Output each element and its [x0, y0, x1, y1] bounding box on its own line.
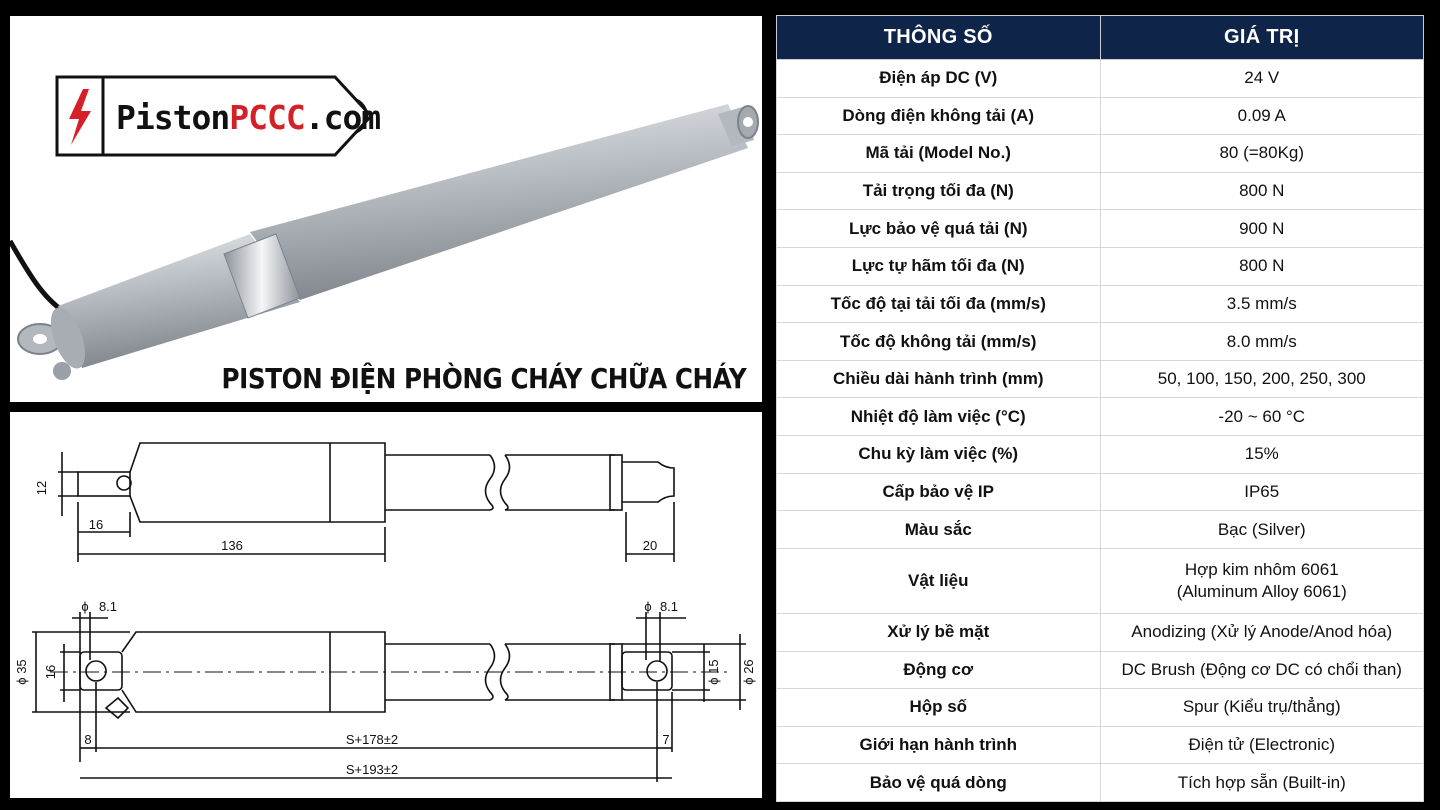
value-cell: 24 V — [1100, 60, 1424, 98]
dim-left-offset: 8 — [84, 732, 92, 747]
dim-body-dia: ϕ 35 — [14, 659, 29, 685]
param-cell: Vật liệu — [777, 548, 1101, 613]
table-row — [777, 360, 1424, 398]
dim-tube-dia: ϕ 26 — [741, 659, 756, 685]
value-cell: 8.0 mm/s — [1100, 323, 1424, 361]
table-row — [777, 764, 1424, 802]
param-cell: Cấp bảo vệ IP — [777, 473, 1101, 511]
dim-length-b: S+193±2 — [345, 762, 399, 777]
value-cell: 80 (=80Kg) — [1100, 135, 1424, 173]
actuator-photo — [10, 16, 762, 402]
dim-length-a: S+178±2 — [345, 732, 399, 747]
table-row — [777, 398, 1424, 436]
value-cell: 800 N — [1100, 248, 1424, 286]
param-cell: Tốc độ tại tải tối đa (mm/s) — [777, 285, 1101, 323]
param-cell: Tốc độ không tải (mm/s) — [777, 323, 1101, 361]
product-photo-panel — [10, 16, 762, 402]
spec-table — [776, 15, 1424, 802]
dim-hole-right-symbol: ϕ — [644, 599, 652, 614]
dim-top-body: 136 — [221, 538, 243, 553]
param-cell: Xử lý bề mặt — [777, 613, 1101, 651]
table-row — [777, 248, 1424, 286]
brand-logo-text — [116, 98, 380, 138]
table-row — [777, 473, 1424, 511]
table-row — [777, 135, 1424, 173]
value-cell: 50, 100, 150, 200, 250, 300 — [1100, 360, 1424, 398]
table-header-row — [777, 16, 1424, 60]
table-row — [777, 613, 1424, 651]
dim-hole-left-symbol: ϕ — [81, 599, 89, 614]
param-cell: Bảo vệ quá dòng — [777, 764, 1101, 802]
table-row — [777, 511, 1424, 549]
dim-top-eye: 16 — [88, 517, 104, 532]
param-cell: Nhiệt độ làm việc (°C) — [777, 398, 1101, 436]
value-line-2: (Aluminum Alloy 6061) — [1176, 581, 1347, 601]
value-cell: Bạc (Silver) — [1100, 511, 1424, 549]
value-cell: IP65 — [1100, 473, 1424, 511]
table-row — [777, 323, 1424, 361]
dim-rod-dia: ϕ 15 — [706, 659, 721, 685]
table-row — [777, 689, 1424, 727]
param-cell: Mã tải (Model No.) — [777, 135, 1101, 173]
value-cell: 900 N — [1100, 210, 1424, 248]
param-cell: Hộp số — [777, 689, 1101, 727]
table-row — [777, 210, 1424, 248]
table-row — [777, 436, 1424, 474]
value-cell — [1100, 548, 1424, 613]
logo-prefix: Piston — [116, 98, 230, 137]
value-cell: -20 ~ 60 °C — [1100, 398, 1424, 436]
table-row — [777, 651, 1424, 689]
param-cell: Lực tự hãm tối đa (N) — [777, 248, 1101, 286]
param-cell: Dòng điện không tải (A) — [777, 97, 1101, 135]
logo-suffix: .com — [304, 98, 381, 137]
value-line-1: Hợp kim nhôm 6061 — [1184, 559, 1339, 579]
param-cell: Chiều dài hành trình (mm) — [777, 360, 1101, 398]
table-row — [777, 548, 1424, 613]
dim-eye-left: 16 — [43, 664, 58, 680]
table-row — [777, 172, 1424, 210]
header-param: THÔNG SỐ — [777, 16, 1101, 60]
param-cell: Điện áp DC (V) — [777, 60, 1101, 98]
logo-accent: PCCC — [229, 98, 305, 137]
value-cell: 800 N — [1100, 172, 1424, 210]
value-cell: 0.09 A — [1100, 97, 1424, 135]
value-cell: Tích hợp sẵn (Built-in) — [1100, 764, 1424, 802]
table-row — [777, 726, 1424, 764]
param-cell: Giới hạn hành trình — [777, 726, 1101, 764]
dim-hole-right: 8.1 — [659, 599, 679, 614]
value-cell: Anodizing (Xử lý Anode/Anod hóa) — [1100, 613, 1424, 651]
table-row — [777, 60, 1424, 98]
table-row — [777, 285, 1424, 323]
dim-hole-left: 8.1 — [98, 599, 118, 614]
dim-top-height: 12 — [34, 480, 49, 496]
value-cell: 3.5 mm/s — [1100, 285, 1424, 323]
dim-right-offset: 7 — [662, 732, 670, 747]
value-cell: Điện tử (Electronic) — [1100, 726, 1424, 764]
header-value: GIÁ TRỊ — [1100, 16, 1424, 60]
table-row — [777, 97, 1424, 135]
value-cell: Spur (Kiểu trụ/thẳng) — [1100, 689, 1424, 727]
param-cell: Chu kỳ làm việc (%) — [777, 436, 1101, 474]
param-cell: Động cơ — [777, 651, 1101, 689]
param-cell: Tải trọng tối đa (N) — [777, 172, 1101, 210]
photo-title: PISTON ĐIỆN PHÒNG CHÁY CHỮA CHÁY — [221, 362, 746, 395]
dimension-drawing — [10, 412, 762, 798]
technical-drawing-panel — [10, 412, 762, 798]
value-cell: 15% — [1100, 436, 1424, 474]
param-cell: Lực bảo vệ quá tải (N) — [777, 210, 1101, 248]
param-cell: Màu sắc — [777, 511, 1101, 549]
dim-top-rod-end: 20 — [642, 538, 658, 553]
value-cell: DC Brush (Động cơ DC có chổi than) — [1100, 651, 1424, 689]
